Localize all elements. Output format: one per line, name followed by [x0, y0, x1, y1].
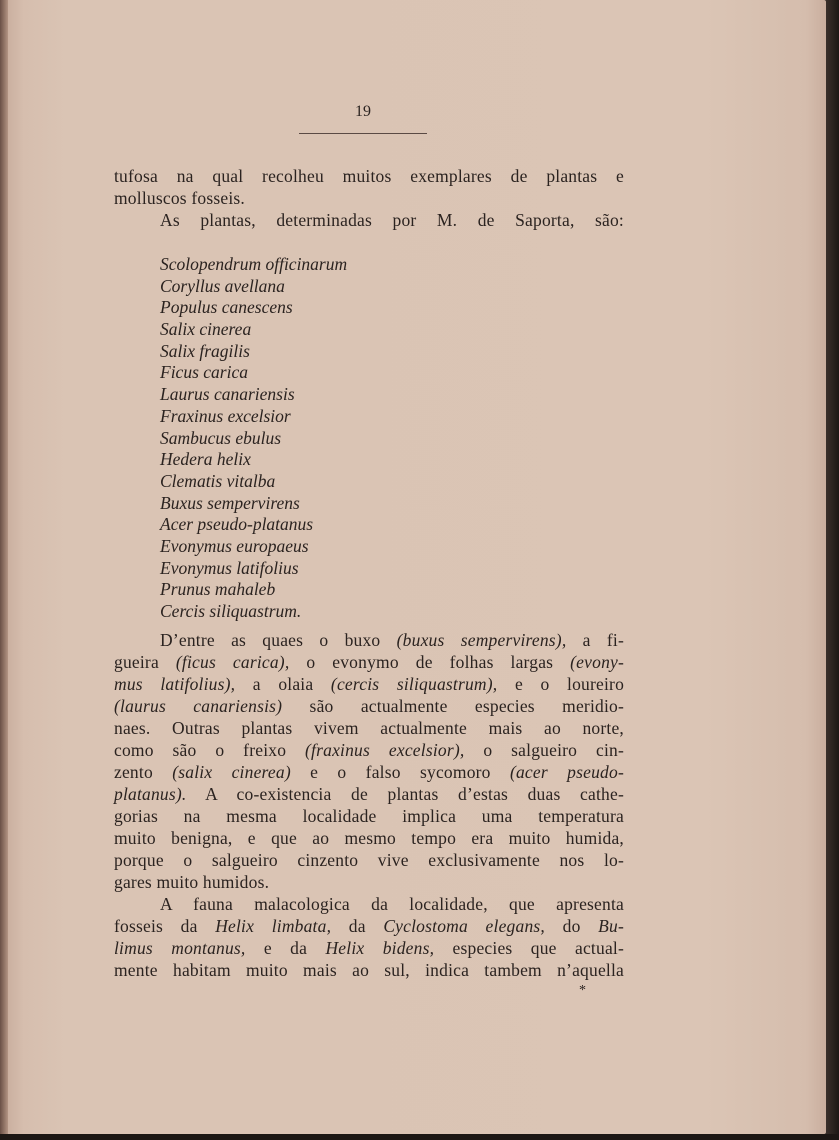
para1-line-6: como são o freixo (fraxinus excelsior), o salgueiro cin-	[114, 740, 624, 760]
species-item: Evonymus europaeus	[160, 535, 309, 556]
para1-line-4: (laurus canariensis) são actualmente especies meridio-	[114, 696, 624, 716]
para2-line-3: limus montanus, e da Helix bidens, especies que actual-	[114, 938, 624, 958]
para1-line-12: gares muito humidos.	[114, 872, 270, 892]
species-item: Salix cinerea	[160, 319, 252, 340]
para1-line-7: zento (salix cinerea) e o falso sycomoro (acer pseudo-	[114, 762, 624, 782]
species-item: Laurus canariensis	[160, 384, 295, 405]
species-item: Populus canescens	[160, 297, 293, 318]
para1-line-10: muito benigna, e que ao mesmo tempo era muito humida,	[114, 828, 624, 848]
species-item: Sambucus ebulus	[160, 427, 282, 448]
page-right-edge	[826, 0, 839, 1140]
para1-line-2: gueira (ficus carica), o evonymo de folhas largas (evony-	[114, 652, 625, 672]
species-item: Coryllus avellana	[160, 275, 285, 296]
species-item: Scolopendrum officinarum	[160, 254, 348, 274]
intro-line-2: molluscos fosseis.	[114, 188, 245, 208]
species-item: Evonymus latifolius	[160, 557, 299, 578]
book-spine-shadow	[0, 0, 8, 1140]
species-list	[160, 254, 347, 623]
para1-line-1: D’entre as quaes o buxo (buxus sempervirens), a fi-	[160, 630, 624, 650]
species-item: Fraxinus excelsior	[160, 405, 291, 426]
para1-line-3: mus latifolius), a olaia (cercis siliquastrum), e o loureiro	[114, 674, 625, 694]
species-item: Cercis siliquastrum.	[160, 601, 302, 621]
species-item: Acer pseudo-platanus	[160, 514, 314, 535]
header-rule	[299, 133, 427, 134]
intro-line-3: As plantas, determinadas por M. de Saporta, são:	[160, 210, 624, 230]
para1-line-11: porque o salgueiro cinzento vive exclusivamente nos lo-	[114, 850, 624, 870]
species-item: Hedera helix	[160, 449, 251, 470]
species-item: Buxus sempervirens	[160, 492, 300, 513]
para1-line-8: platanus). A co-existencia de plantas d’estas duas cathe-	[114, 784, 624, 804]
species-item: Prunus mahaleb	[160, 579, 276, 600]
intro-line-1: tufosa na qual recolheu muitos exemplares de plantas e	[114, 166, 624, 186]
para2-line-4: mente habitam muito mais ao sul, indica tambem n’aquella	[114, 960, 624, 980]
species-item: Ficus carica	[160, 362, 248, 383]
species-item: Clematis vitalba	[160, 470, 276, 491]
para2-line-2: fosseis da Helix limbata, da Cyclostoma elegans, do Bu-	[114, 916, 625, 936]
para2-line-1: A fauna malacologica da localidade, que apresenta	[160, 894, 624, 914]
para1-line-5: naes. Outras plantas vivem actualmente mais ao norte,	[114, 718, 624, 738]
species-item: Salix fragilis	[160, 340, 250, 361]
page-number: 19	[355, 103, 371, 120]
signature-mark: *	[579, 983, 586, 998]
page-bottom-edge	[0, 1134, 839, 1140]
para1-line-9: gorias na mesma localidade implica uma temperatura	[114, 806, 624, 826]
